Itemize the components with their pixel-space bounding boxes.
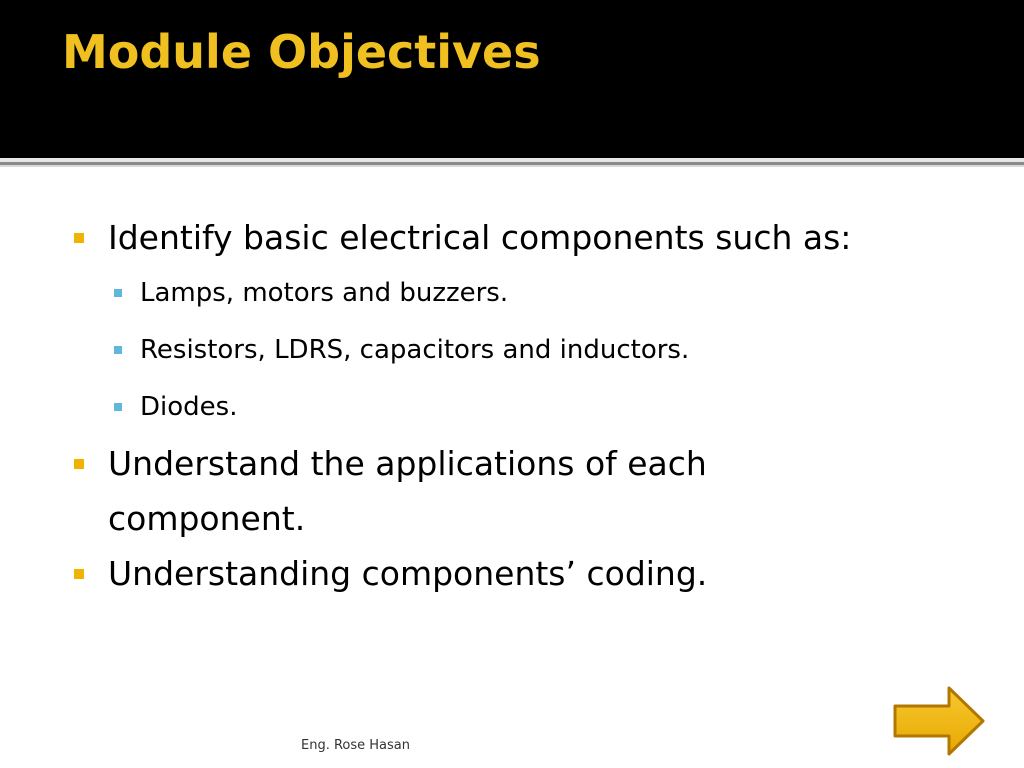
divider-faint [0,165,1024,167]
sub-objective-item [72,379,972,436]
square-bullet-icon [74,233,84,243]
objective-item [72,436,972,546]
sub-objective-text: Diodes. [140,392,238,422]
square-bullet-icon [114,289,122,297]
square-bullet-icon [114,403,122,411]
objective-item [72,546,972,601]
square-bullet-icon [74,459,84,469]
footer-author: Eng. Rose Hasan [301,738,410,753]
objective-text: Understand the applications of each [108,444,707,483]
sub-objective-item [72,322,972,379]
square-bullet-icon [74,569,84,579]
sub-objective-text: Lamps, motors and buzzers. [140,278,509,308]
sub-objective-item [72,265,972,322]
square-bullet-icon [114,346,122,354]
title-bar [0,0,1024,158]
objective-item [72,210,972,265]
objectives-list [72,210,972,601]
objective-text: Identify basic electrical components such as: [108,218,852,257]
sub-objective-text: Resistors, LDRS, capacitors and inductors. [140,335,690,365]
objective-text-continued: component. [108,499,306,538]
right-arrow-icon[interactable] [891,684,987,758]
slide-title: Module Objectives [62,25,541,79]
objective-text: Understanding components’ coding. [108,554,708,593]
